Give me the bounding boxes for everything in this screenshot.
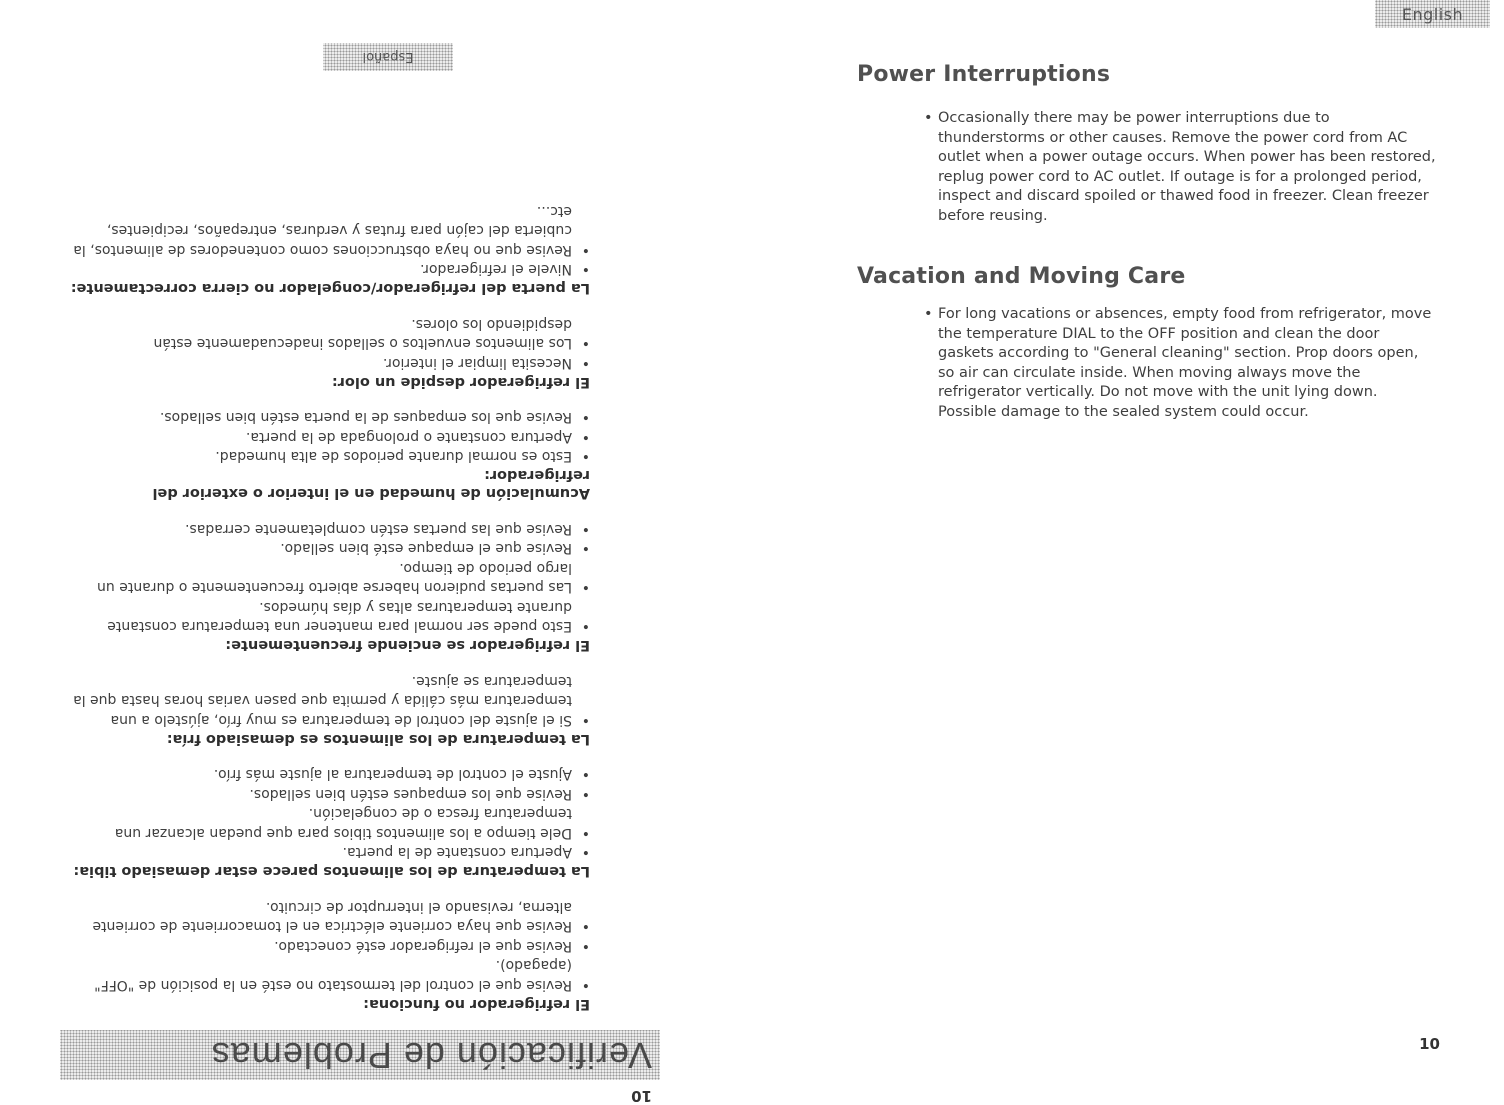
troubleshoot-item xyxy=(70,407,590,427)
bullet-icon: • xyxy=(581,977,590,993)
item-text: Las puertas pudieron haberse abierto frecuentemente o durante un largo periodo de tiempo. xyxy=(97,560,572,596)
bullet-icon: • xyxy=(581,844,590,861)
bullet-icon: • xyxy=(581,825,590,841)
spanish-page-number: 10 xyxy=(631,1087,652,1105)
troubleshoot-heading: Acumulación de humedad en el interior o exterior del refrigerador: xyxy=(152,467,590,502)
troubleshoot-item xyxy=(70,897,590,936)
bullet-icon: • xyxy=(581,918,590,935)
language-tab-spanish: Español xyxy=(323,43,453,71)
bullet-icon: • xyxy=(581,712,590,728)
bullet-icon: • xyxy=(924,110,933,126)
bullet-icon: • xyxy=(581,618,590,635)
section-text: Occasionally there may be power interruptions due to thunderstorms or other causes. Remove the power cord from AC outlet when a power outage occurs. When power has been restored, replug power cord to AC outlet. If outage is for a prolonged period, inspect and discard spoiled or thawed food in freezer. Clean freezer before reusing. xyxy=(938,110,1436,224)
bullet-icon: • xyxy=(581,409,590,426)
bullet-icon: • xyxy=(924,306,933,322)
troubleshoot-item xyxy=(70,936,590,956)
troubleshoot-item xyxy=(70,538,590,558)
item-text: Si el ajuste del control de temperatura es muy frío, ajústelo a una temperatura más cálida y permita que pasen varias horas hasta que la temperatura se ajuste. xyxy=(73,673,572,728)
troubleshoot-item xyxy=(70,314,590,353)
bullet-icon: • xyxy=(581,540,590,557)
section-heading-vacation-moving: Vacation and Moving Care xyxy=(857,264,1186,289)
bullet-icon: • xyxy=(581,938,590,954)
troubleshoot-item xyxy=(70,259,590,279)
troubleshoot-section xyxy=(70,671,590,749)
bullet-icon: • xyxy=(581,786,590,802)
troubleshoot-item xyxy=(70,764,590,784)
troubleshoot-item xyxy=(70,519,590,539)
troubleshoot-section xyxy=(70,897,590,1014)
troubleshoot-section xyxy=(70,201,590,298)
item-text: Esto puede ser normal para mantener una temperatura constante durante temperaturas altas y días húmedos. xyxy=(107,599,572,635)
bullet-icon: • xyxy=(581,335,590,352)
page-number: 10 xyxy=(1419,1035,1440,1053)
section-body-vacation-moving xyxy=(924,305,1436,422)
item-text: Dele tiempo a los alimentos tibios para que puedan alcanzar una temperatura fresca o de congelación. xyxy=(114,805,572,841)
troubleshoot-item xyxy=(70,671,590,730)
bullet-icon: • xyxy=(581,355,590,371)
item-text: Los alimentos envueltos o sellados inadecuadamente están despidiendo los olores. xyxy=(153,316,572,352)
item-text: Ajuste el control de temperatura al ajuste más frío. xyxy=(213,766,572,783)
item-text: Revise que el refrigerador esté conectado. xyxy=(274,938,572,954)
troubleshoot-heading: La temperatura de los alimentos parece estar demasiado tibia: xyxy=(73,863,590,880)
bullet-icon: • xyxy=(581,242,590,258)
item-text: Necesita limpiar el interior. xyxy=(382,355,572,371)
bullet-icon: • xyxy=(581,448,590,465)
section-body-power-interruptions xyxy=(924,109,1436,226)
troubleshoot-item xyxy=(70,955,590,994)
bullet-icon: • xyxy=(581,429,590,445)
section-text: For long vacations or absences, empty food from refrigerator, move the temperature DIAL to the OFF position and clean the door gaskets according to "General cleaning" section. Prop doors open, so air can circulate inside. When moving always move the refrigerator vertically. Do not move with the unit lying down. Possible damage to the sealed system could occur. xyxy=(938,306,1432,420)
troubleshoot-section xyxy=(70,407,590,503)
spanish-page xyxy=(60,40,660,1105)
item-text: Revise que el empaque esté bien sellado. xyxy=(280,540,572,557)
troubleshoot-section xyxy=(70,314,590,392)
bullet-icon: • xyxy=(581,261,590,278)
bullet-icon: • xyxy=(581,521,590,537)
troubleshoot-item xyxy=(70,784,590,804)
troubleshoot-item xyxy=(70,446,590,466)
spanish-troubleshooting-list xyxy=(70,185,590,1014)
bullet-icon: • xyxy=(581,579,590,596)
item-text: Revise que el control del termostato no esté en la posición de "OFF" (apagado). xyxy=(94,957,572,993)
item-text: Revise que los empaques de la puerta estén bien sellados. xyxy=(159,409,572,426)
troubleshoot-item xyxy=(70,558,590,597)
bullet-icon: • xyxy=(581,766,590,783)
item-text: Revise que no haya obstrucciones como contenedores de alimentos, la cubierta del cajón para frutas y verduras, entrepaños, recipientes, etc... xyxy=(73,203,572,258)
troubleshoot-section xyxy=(70,519,590,655)
troubleshoot-item xyxy=(70,842,590,862)
troubleshoot-heading: La temperatura de los alimentos es demasiado fría: xyxy=(166,731,590,747)
item-text: Nivele el refrigerador. xyxy=(419,261,572,278)
item-text: Revise que haya corriente eléctrica en el tomacorriente de corriente alterna, revisando el interruptor de circuito. xyxy=(92,899,572,935)
item-text: Revise que las puertas estén completamente cerradas. xyxy=(185,521,572,537)
troubleshoot-item xyxy=(70,353,590,373)
troubleshoot-heading: El refrigerador despide un olor: xyxy=(331,374,590,390)
troubleshoot-section xyxy=(70,764,590,881)
troubleshoot-item xyxy=(70,803,590,842)
item-text: Apertura constante de la puerta. xyxy=(342,844,572,861)
item-text: Esto es normal durante periodos de alta humedad. xyxy=(215,448,572,465)
spanish-title: Verificación de Problemas xyxy=(60,1030,660,1080)
item-text: Revise que los empaques estén bien sellados. xyxy=(249,786,572,802)
section-heading-power-interruptions: Power Interruptions xyxy=(857,62,1111,87)
item-text: Apertura constante o prolongada de la puerta. xyxy=(245,429,572,445)
troubleshoot-heading: El refrigerador no funciona: xyxy=(363,996,590,1012)
troubleshoot-item xyxy=(70,427,590,447)
troubleshoot-heading: El refrigerador se enciende frecuentemente: xyxy=(225,637,590,654)
troubleshoot-heading: La puerta del refrigerador/congelador no cierra correctamente: xyxy=(70,280,590,297)
troubleshoot-item xyxy=(70,597,590,636)
troubleshoot-item xyxy=(70,201,590,260)
language-tab-english: English xyxy=(1375,0,1490,28)
